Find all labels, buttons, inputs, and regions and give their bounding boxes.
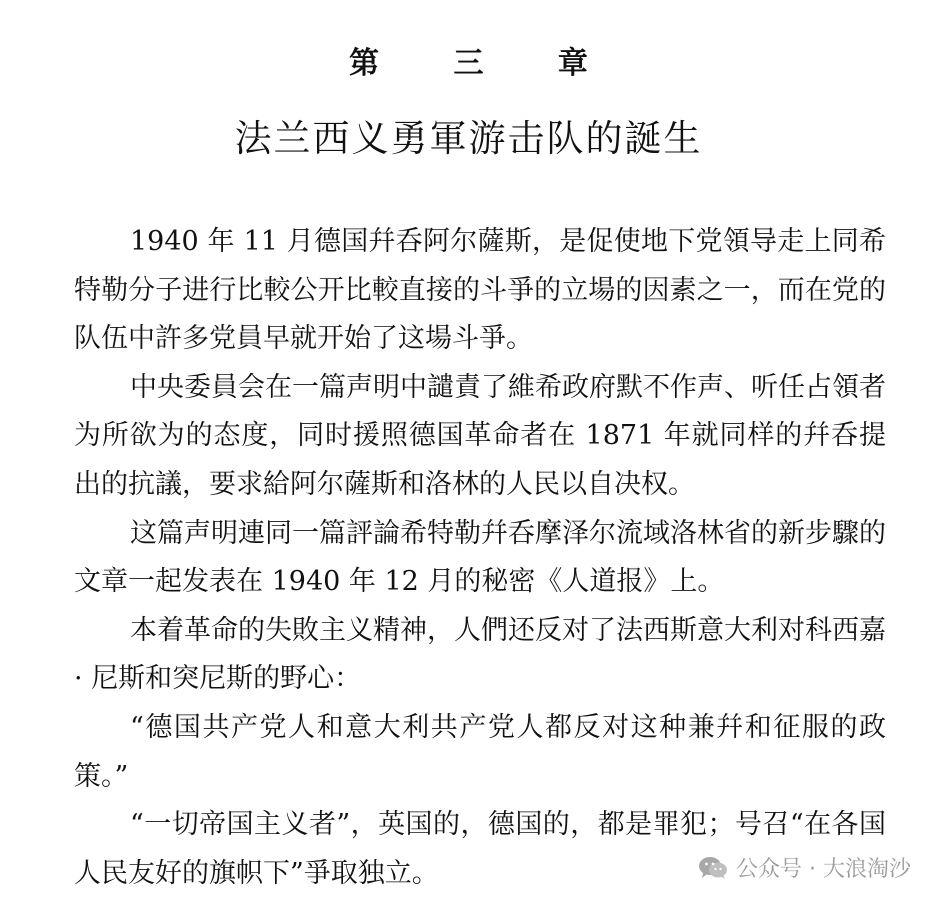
paragraph-2: 中央委員会在一篇声明中譴責了維希政府默不作声、听任占領者为所欲为的态度，同时援照德国革命者在 1871 年就同样的幷呑提出的抗議，要求給阿尔薩斯和洛林的人民以自决权。	[74, 371, 886, 500]
paragraph-5: “德国共产党人和意大利共产党人都反对这种兼幷和征服的政策。”	[74, 711, 886, 792]
chapter-heading: 第 三 章	[349, 46, 620, 81]
paragraph-6: “一切帝国主义者”，英国的，德国的，都是罪犯；号召“在各国人民友好的旗帜下”爭取独立。	[74, 809, 886, 889]
paragraph-4: 本着革命的失敗主义精神，人們还反对了法西斯意大利对科西嘉 · 尼斯和突尼斯的野心：	[74, 614, 886, 695]
paragraph-1: 1940 年 11 月德国幷呑阿尔薩斯，是促使地下党領导走上同希特勒分子进行比較公开比較直接的斗爭的立場的因素之一，而在党的队伍中許多党員早就开始了这場斗爭。	[74, 226, 886, 355]
chapter-title: 法兰西义勇軍游击队的誕生	[234, 117, 703, 160]
watermark-text: 公众号 · 大浪淘沙	[736, 857, 911, 882]
wechat-icon	[698, 855, 728, 881]
watermark	[698, 852, 911, 883]
body-text	[74, 218, 886, 898]
paragraph-3: 这篇声明連同一篇評論希特勒幷呑摩泽尔流域洛林省的新步驟的文章一起发表在 1940 年 12 月的秘密《人道报》上。	[74, 517, 886, 598]
